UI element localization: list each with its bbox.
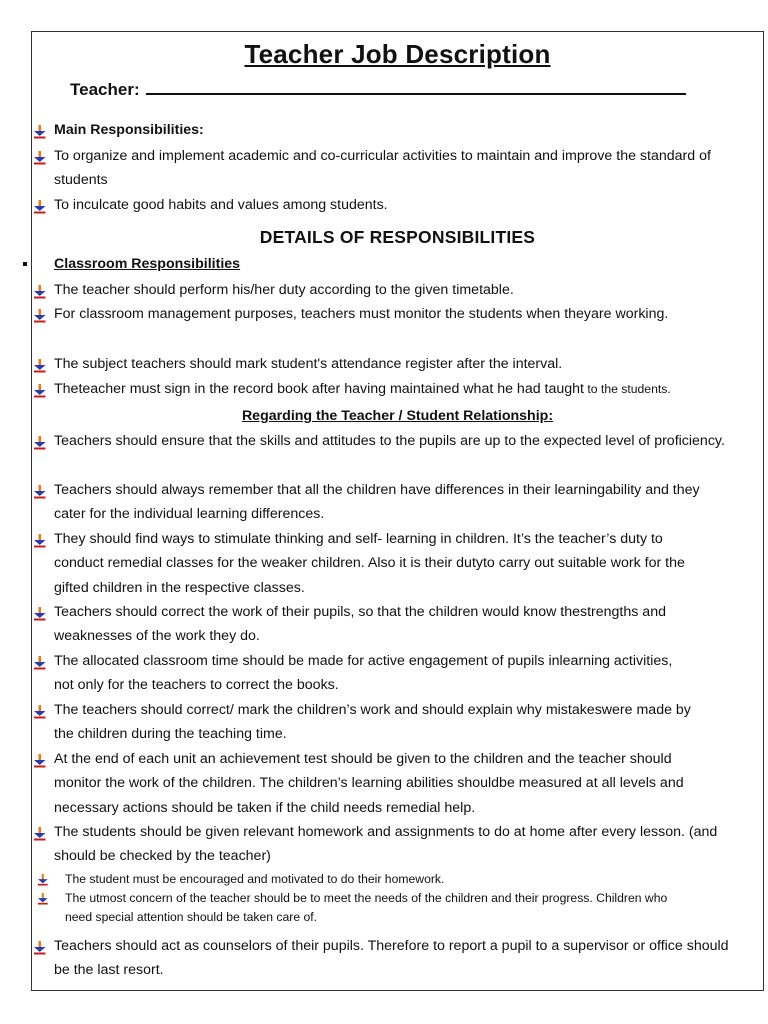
list-item: The subject teachers should mark student's attendance register after the interval. xyxy=(54,352,734,376)
list-item: The allocated classroom time should be made for active engagement of pupils inlearning activities, not only for the teachers to correct the books. xyxy=(54,649,694,698)
arrow-down-bullet-icon xyxy=(33,283,47,297)
arrow-down-bullet-icon xyxy=(33,605,47,619)
document-page xyxy=(31,31,764,991)
list-item: For classroom management purposes, teachers must monitor the students when theyare working. xyxy=(54,302,734,326)
square-bullet-icon xyxy=(23,262,27,266)
arrow-down-bullet-icon xyxy=(33,434,47,448)
arrow-down-bullet-icon xyxy=(37,893,49,905)
arrow-down-bullet-icon xyxy=(33,483,47,497)
arrow-down-bullet-icon xyxy=(33,939,47,953)
arrow-down-bullet-icon xyxy=(33,825,47,839)
list-item: The utmost concern of the teacher should be to meet the needs of the children and their progress. Children who need special attention should be taken care of. xyxy=(65,889,695,927)
arrow-down-bullet-icon xyxy=(33,532,47,546)
list-item: Teachers should ensure that the skills and attitudes to the pupils are up to the expected level of proficiency. xyxy=(54,429,734,453)
arrow-down-bullet-icon xyxy=(33,752,47,766)
list-item: At the end of each unit an achievement test should be given to the children and the teacher should monitor the work of the children. The children’s learning abilities shouldbe measured at all levels and necessary actions should be taken if the child needs remedial help. xyxy=(54,747,704,820)
arrow-down-bullet-icon xyxy=(33,654,47,668)
teacher-label: Teacher: xyxy=(70,80,140,99)
arrow-down-bullet-icon xyxy=(33,123,47,137)
page-title: Teacher Job Description xyxy=(244,39,551,69)
list-item: The teachers should correct/ mark the children’s work and should explain why mistakeswere made by the children during the teaching time. xyxy=(54,698,694,747)
teacher-name-line xyxy=(70,80,686,100)
arrow-down-bullet-icon xyxy=(33,307,47,321)
arrow-down-bullet-icon xyxy=(33,357,47,371)
list-item: To inculcate good habits and values among students. xyxy=(54,193,734,217)
arrow-down-bullet-icon xyxy=(33,382,47,396)
arrow-down-bullet-icon xyxy=(33,149,47,163)
list-item: They should find ways to stimulate thinking and self- learning in children. It’s the teacher’s duty to conduct remedial classes for the weaker children. Also it is their dutyto carry out suitable work for the gifted children in the respective classes. xyxy=(54,527,694,600)
classroom-responsibilities-heading: Classroom Responsibilities xyxy=(54,252,734,276)
list-item: Teachers should always remember that all the children have differences in their learningability and they cater for the individual learning differences. xyxy=(54,478,734,527)
details-heading: DETAILS OF RESPONSIBILITIES xyxy=(259,227,536,247)
relationship-heading: Regarding the Teacher / Student Relationship: xyxy=(241,408,554,424)
list-item: Theteacher must sign in the record book after having maintained what he had taught to the students. xyxy=(54,377,754,401)
main-responsibilities-heading: Main Responsibilities: xyxy=(54,118,734,142)
list-item: The student must be encouraged and motivated to do their homework. xyxy=(65,870,725,889)
teacher-name-blank xyxy=(146,80,686,95)
list-item: The teacher should perform his/her duty according to the given timetable. xyxy=(54,278,734,302)
list-item: Teachers should correct the work of their pupils, so that the children would know thestrengths and weaknesses of the work they do. xyxy=(54,600,714,649)
arrow-down-bullet-icon xyxy=(33,198,47,212)
list-item: Teachers should act as counselors of their pupils. Therefore to report a pupil to a supervisor or office should be the last resort. xyxy=(54,934,734,983)
list-item: The students should be given relevant homework and assignments to do at home after every lesson. (and should be checked by the teacher) xyxy=(54,820,734,869)
arrow-down-bullet-icon xyxy=(37,874,49,886)
arrow-down-bullet-icon xyxy=(33,703,47,717)
list-item: To organize and implement academic and co-curricular activities to maintain and improve the standard of students xyxy=(54,144,734,193)
